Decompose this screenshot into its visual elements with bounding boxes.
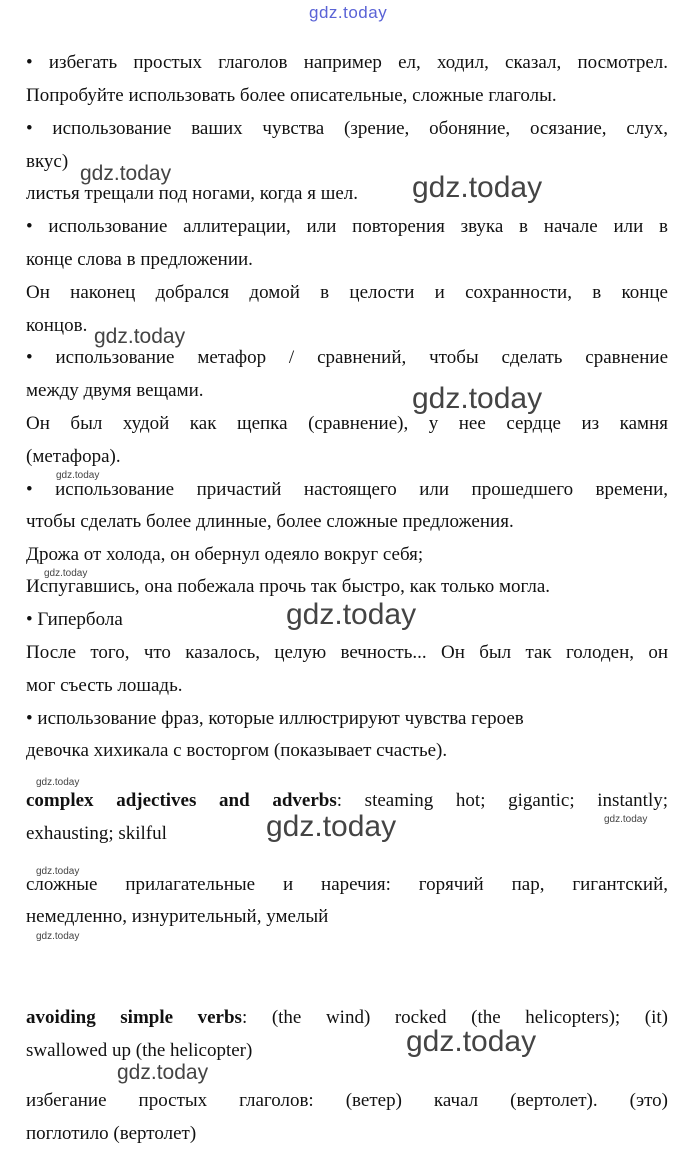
text-line: Он наконец добрался домой в целости и сохранности, в конце [26,282,668,303]
text-line: вкус) [26,151,69,172]
site-watermark-header: gdz.today [309,3,388,22]
watermark: gdz.today [266,810,397,843]
watermark: gdz.today [286,598,417,631]
text-line: листья трещали под ногами, когда я шел. [26,183,359,204]
vocab-definition-continued: swallowed up (the helicopter) [26,1040,253,1061]
text-line: чтобы сделать более длинные, более сложные предложения. [26,511,514,532]
vocab-translation: сложные прилагательные и наречия: горячий пар, гигантский, [26,874,668,895]
watermark: gdz.today [56,470,100,481]
text-line: После того, что казалось, целую вечность... Он был так голоден, он [26,642,668,663]
text-line: • использование фраз, которые иллюстрируют чувства героев [26,708,524,729]
watermark: gdz.today [36,866,80,877]
watermark: gdz.today [80,162,172,185]
text-line: • использование метафор / сравнений, чтобы сделать сравнение [26,347,668,368]
text-line: • использование причастий настоящего или прошедшего времени, [26,479,668,500]
text-line: конце слова в предложении. [26,249,253,270]
vocab-translation: поглотило (вертолет) [26,1123,197,1144]
vocab-term: complex adjectives and adverbs [26,790,337,811]
vocab-definition: : (the wind) rocked (the helicopters); (it) [241,1007,668,1028]
watermark: gdz.today [406,1025,537,1058]
watermark: gdz.today [44,568,88,579]
watermark: gdz.today [36,777,80,788]
text-line: концов. [26,315,88,336]
vocab-term: avoiding simple verbs [26,1007,242,1028]
text-line: Дрожа от холода, он обернул одеяло вокруг себя; [26,544,424,565]
text-line: между двумя вещами. [26,380,204,401]
text-line: мог съесть лошадь. [26,675,183,696]
watermark: gdz.today [412,382,543,415]
vocab-definition-continued: exhausting; skilful [26,823,167,844]
vocab-entry-avoiding [26,1006,668,1030]
watermark: gdz.today [604,814,648,825]
watermark: gdz.today [36,931,80,942]
text-line: • использование аллитерации, или повторения звука в начале или в [26,216,668,237]
text-line: Он был худой как щепка (сравнение), у нее сердце из камня [26,413,668,434]
text-line: девочка хихикала с восторгом (показывает счастье). [26,740,448,761]
text-line: Испугавшись, она побежала прочь так быстро, как только могла. [26,576,551,597]
vocab-translation: немедленно, изнурительный, умелый [26,906,329,927]
text-line: Попробуйте использовать более описательные, сложные глаголы. [26,85,557,106]
watermark: gdz.today [94,325,186,348]
text-line: • использование ваших чувства (зрение, обоняние, осязание, слух, [26,118,668,139]
watermark: gdz.today [117,1061,209,1084]
watermark: gdz.today [412,171,543,204]
vocab-definition: : steaming hot; gigantic; instantly; [336,790,668,811]
text-line: (метафора). [26,446,121,467]
vocab-translation: избегание простых глаголов: (ветер) качал (вертолет). (это) [26,1090,668,1111]
text-line: • избегать простых глаголов например ел, ходил, сказал, посмотрел. [26,52,668,73]
text-line: • Гипербола [26,609,123,630]
